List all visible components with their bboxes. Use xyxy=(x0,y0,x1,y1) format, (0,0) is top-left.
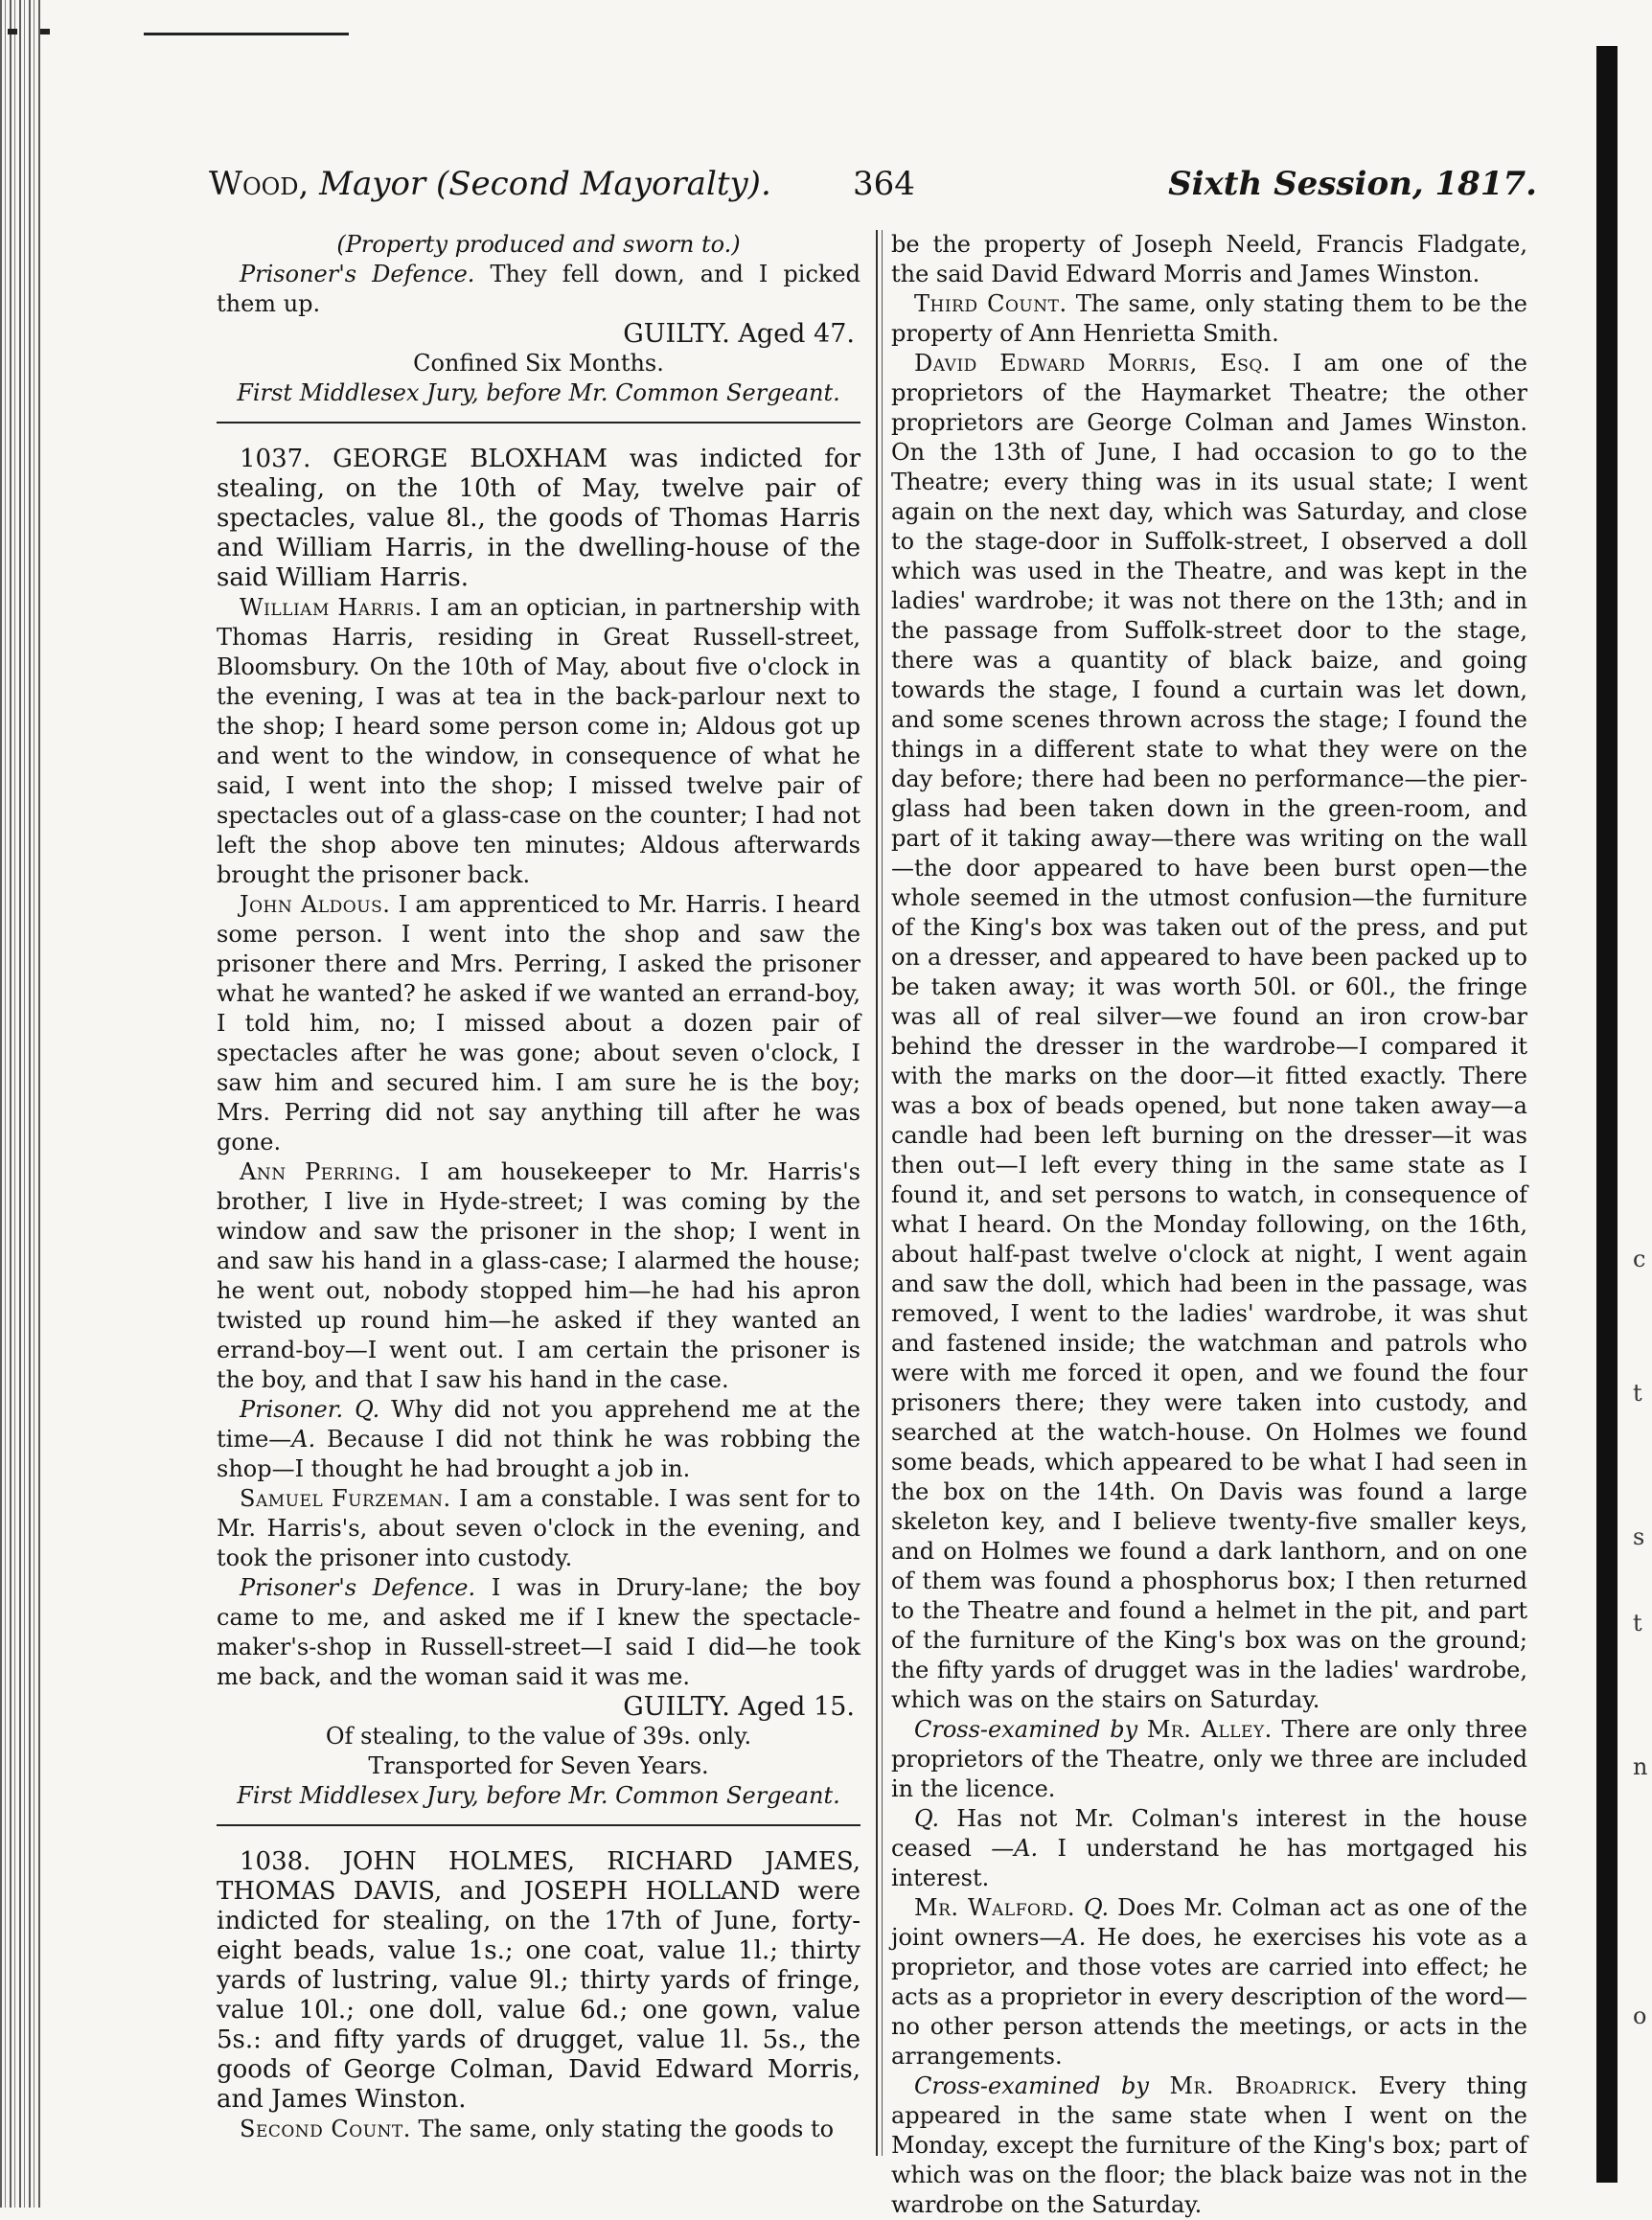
question-walford: Mr. Walford. Q. Does Mr. Colman act as one of the joint owners—A. He does, he exercises his vote as a proprietor, and those votes are carried into effect; he acts as a proprietor in every description of the word—no other person attends the meetings, or acts in the arrangements. xyxy=(891,1894,1528,2070)
case-divider xyxy=(217,1824,860,1826)
left-column xyxy=(217,230,860,2144)
running-head xyxy=(209,165,1537,213)
testimony-morris: David Edward Morris, Esq. I am one of the proprietors of the Haymarket Theatre; the other proprietors are George Colman and James Winston. On the 13th of June, I had occasion to go to the Theatre; every thing was in its usual state; I went again on the next day, which was Saturday, and close to the stage-door in Suffolk-street, I observed a doll which was used in the Theatre, and was kept in the ladies' wardrobe; it was not there on the 13th; and in the passage from Suffolk-street door to the stage, there was a quantity of black baize, and going towards the stage, I found a curtain was let down, and some scenes thrown across the stage; I found the things in a different state to what they were on the day before; there had been no performance—the pier-glass had been taken down in the green-room, and part of it taking away—there was writing on the wall—the door appeared to have been burst open—the whole seemed in the utmost confusion—the furniture of the King's box was taken out of the press, and put on a dresser, and appeared to have been packed up to be taken away; it was worth 50l. or 60l., the fringe was all of real silver—we found an iron crow-bar behind the dresser in the wardrobe—I compared it with the marks on the door—it fitted exactly. There was a box of beads opened, but none taken away—a candle had been left burning on the dresser—it was then out—I left every thing in the same state as I found it, and set persons to watch, in consequence of what I heard. On the Monday following, on the 16th, about half-past twelve o'clock at night, I went again and saw the doll, which had been in the passage, was removed, I went to the ladies' wardrobe, it was shut and fastened inside; the watchman and patrols who were with me forced it open, and we found the four prisoners there; they were taken into custody, and searched at the watch-house. On Holmes we found some beads, which appeared to be what I had seen in the box on the 14th. On Davis was found a large skeleton key, and I believe twenty-five smaller keys, and on Holmes we found a dark lanthorn, and on one of them was found a phosphorus box; I then returned to the Theatre and found a helmet in the pit, and part of the furniture of the King's box was on the ground; the fifty yards of drugget was in the ladies' wardrobe, which was on the stairs on Saturday. xyxy=(891,350,1527,1713)
column-rule xyxy=(882,230,883,2156)
right-column xyxy=(891,230,1527,2220)
prisoner-question: Prisoner. Q. Why did not you apprehend me at the time—A. Because I did not think he was robbing the shop—I thought he had brought a job in. xyxy=(217,1396,860,1482)
prev-jury: First Middlesex Jury, before Mr. Common Sergeant. xyxy=(237,379,840,406)
scan-mark xyxy=(8,29,17,34)
running-head-right: Sixth Session, 1817. xyxy=(1168,165,1537,203)
testimony-furzeman: Samuel Furzeman. I am a constable. I was sent for to Mr. Harris's, about seven o'clock in the evening, and took the prisoner into custody. xyxy=(217,1485,861,1571)
case-divider xyxy=(217,422,860,423)
verdict-note-1037: Of stealing, to the value of 39s. only. xyxy=(325,1723,752,1750)
prisoner-defence: Prisoner's Defence. I was in Drury-lane; the boy came to me, and asked me if I knew the spectacle-maker's-shop in Russell-street—I said I did—he took me back, and the woman said it was me. xyxy=(217,1574,860,1690)
sentence-1037: Transported for Seven Years. xyxy=(368,1752,709,1779)
property-note: (Property produced and sworn to.) xyxy=(336,231,741,258)
verdict-1037: GUILTY. Aged 15. xyxy=(623,1692,855,1722)
third-count: Third Count. The same, only stating them to be the property of Ann Henrietta Smith. xyxy=(891,290,1527,347)
margin-bleed-letter: t xyxy=(1633,1380,1642,1407)
margin-bleed-letter: c xyxy=(1633,1246,1646,1272)
page-number: 364 xyxy=(853,165,915,203)
case-1037-heading: 1037. GEORGE BLOXHAM was indicted for stealing, on the 10th of May, twelve pair of spectacles, value 8l., the goods of Thomas Harris and William Harris, in the dwelling-house of the said William Harris. xyxy=(217,445,860,592)
margin-bleed-letter: o xyxy=(1633,2003,1647,2029)
column-rule xyxy=(876,230,878,2156)
scan-mark xyxy=(40,29,50,34)
scan-binding-edge xyxy=(0,0,42,2208)
case-1038-heading: 1038. JOHN HOLMES, RICHARD JAMES, THOMAS DAVIS, and JOSEPH HOLLAND were indicted for stealing, on the 17th of June, forty-eight beads, value 1s.; one coat, value 1l.; thirty yards of lustring, value 9l.; thirty yards of fringe, value 10l.; one doll, value 6d.; one gown, value 5s.: and fifty yards of drugget, value 1l. 5s., the goods of George Colman, David Edward Morris, and James Winston. xyxy=(217,1847,860,2114)
margin-bleed-letter: t xyxy=(1633,1610,1642,1636)
question-colman-interest: Q. Has not Mr. Colman's interest in the house ceased —A. I understand he has mortgaged his interest. xyxy=(891,1805,1527,1891)
testimony-harris: William Harris. I am an optician, in partnership with Thomas Harris, residing in Great Russell-street, Bloomsbury. On the 10th of May, about five o'clock in the evening, I was at tea in the back-parlour next to the shop; I heard some person come in; Aldous got up and went to the window, in consequence of what he said, I went into the shop; I missed twelve pair of spectacles out of a glass-case on the counter; I had not left the shop above ten minutes; Aldous afterwards brought the prisoner back. xyxy=(217,594,860,888)
prev-sentence: Confined Six Months. xyxy=(413,350,664,377)
scan-page-edge xyxy=(1596,46,1618,2183)
testimony-aldous: John Aldous. I am apprenticed to Mr. Harris. I heard some person. I went into the shop and saw the prisoner there and Mrs. Perring, I asked the prisoner what he wanted? he asked if we wanted an errand-boy, I told him, no; I missed about a dozen pair of spectacles after he was gone; about seven o'clock, I saw him and secured him. I am sure he is the boy; Mrs. Perring did not say anything till after he was gone. xyxy=(217,891,860,1156)
testimony-perring: Ann Perring. I am housekeeper to Mr. Harris's brother, I live in Hyde-street; I was coming by the window and saw the prisoner in the shop; I went in and saw his hand in a glass-case; I alarmed the house; he went out, nobody stopped him—he had his apron twisted up round him—he asked if they wanted an errand-boy—I went out. I am certain the prisoner is the boy, and that I saw his hand in the case. xyxy=(217,1158,860,1393)
second-count: Second Count. The same, only stating the goods to xyxy=(240,2116,835,2142)
jury-1037: First Middlesex Jury, before Mr. Common Sergeant. xyxy=(237,1782,840,1809)
cross-exam-broadrick: Cross-examined by Mr. Broadrick. Every thing appeared in the same state when I went on the Monday, except the furniture of the King's box; part of which was on the floor; the black baize was not in the wardrobe on the Saturday. xyxy=(891,2072,1527,2218)
scan-mark xyxy=(144,33,349,35)
running-head-left: Wood, Mayor (Second Mayoralty). xyxy=(209,165,771,203)
margin-bleed-letter: n xyxy=(1633,1753,1648,1780)
prev-verdict: GUILTY. Aged 47. xyxy=(623,319,855,349)
second-count-continued: be the property of Joseph Neeld, Francis Fladgate, the said David Edward Morris and James Winston. xyxy=(891,231,1527,287)
prev-defence: Prisoner's Defence. They fell down, and I picked them up. xyxy=(217,261,860,317)
cross-exam-alley: Cross-examined by Mr. Alley. There are only three proprietors of the Theatre, only we three are included in the licence. xyxy=(891,1716,1527,1802)
margin-bleed-letter: s xyxy=(1633,1523,1645,1550)
